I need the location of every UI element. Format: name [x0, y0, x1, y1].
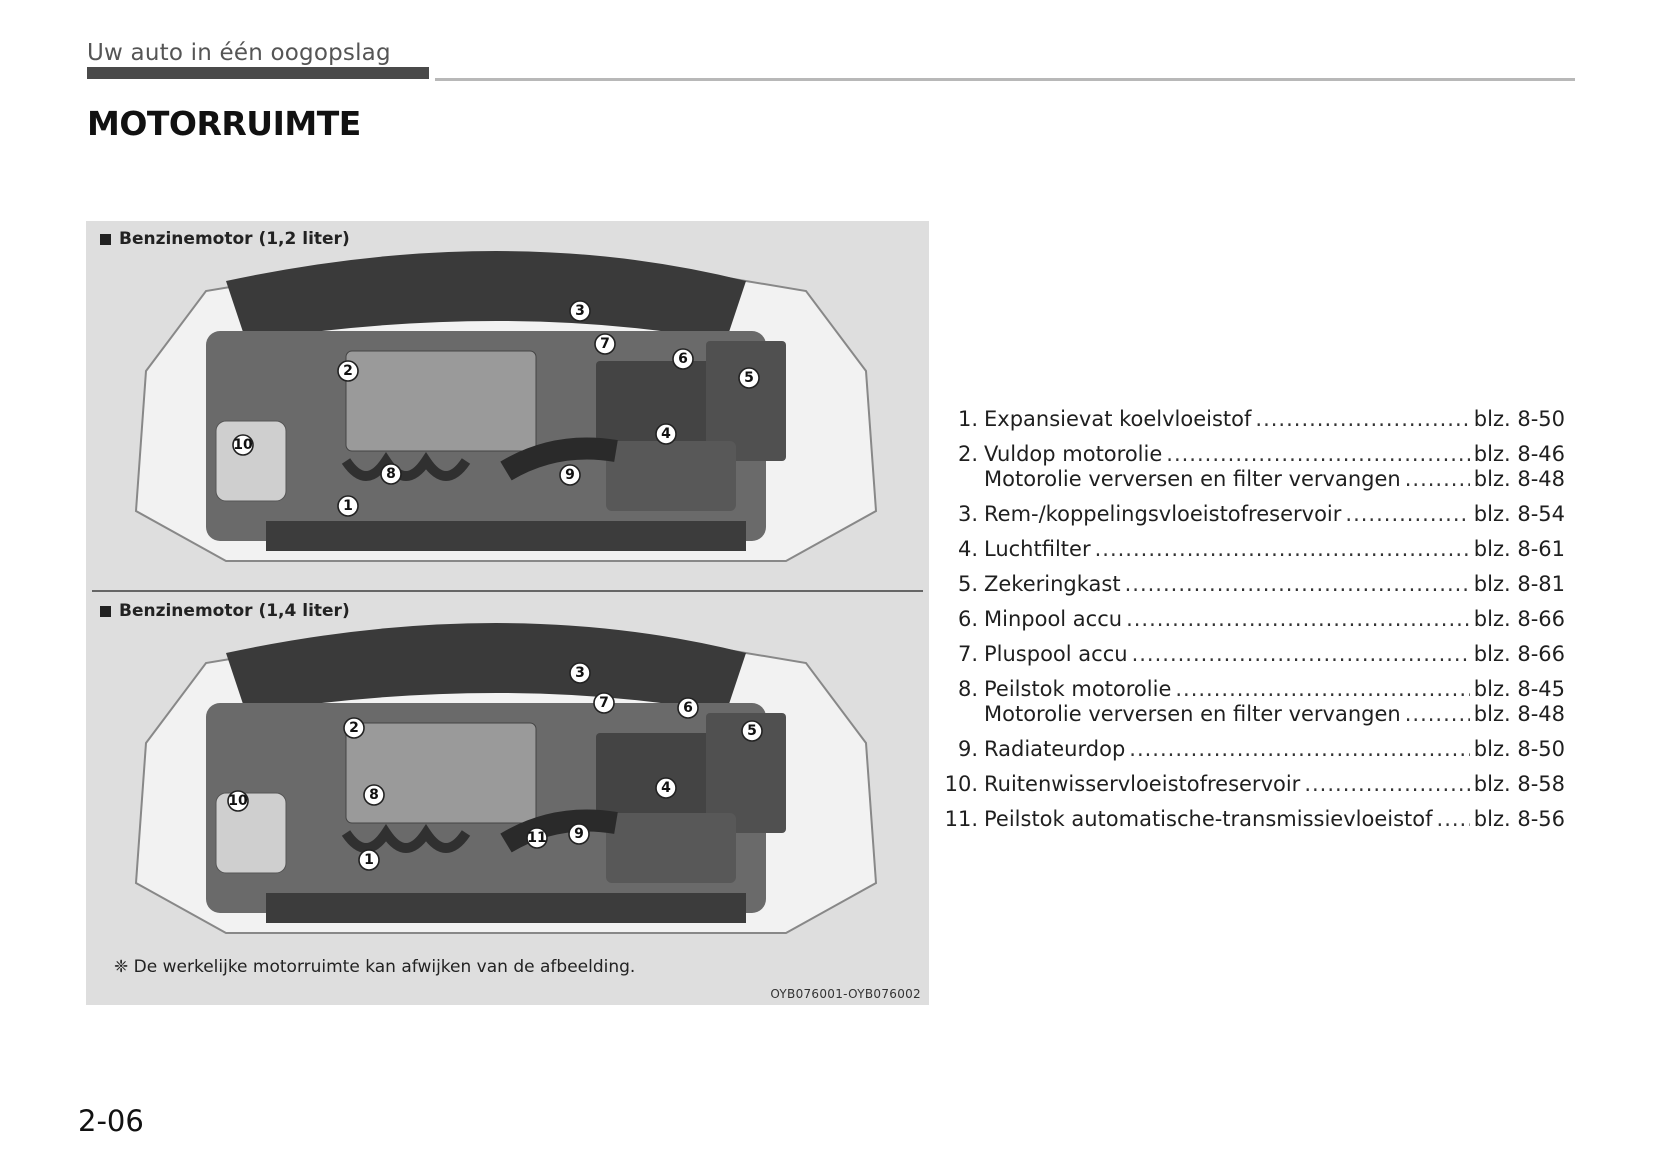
svg-text:5: 5: [744, 370, 754, 386]
item-label: Expansievat koelvloeistof: [984, 407, 1252, 431]
callout-marker: [656, 424, 676, 444]
callout-marker: [673, 349, 693, 369]
square-bullet-icon: [100, 606, 111, 617]
svg-text:1: 1: [343, 498, 353, 514]
leader-dots: [1125, 572, 1470, 596]
callout-marker: [364, 785, 384, 805]
callout-marker: [233, 435, 253, 455]
item-page: blz. 8-54: [1473, 502, 1565, 526]
item-label: Peilstok automatische-transmissievloeistof: [984, 807, 1433, 831]
panel-title-bottom: [100, 601, 350, 621]
callout-marker: [344, 718, 364, 738]
callout-marker: [656, 778, 676, 798]
item-number: 7.: [957, 642, 978, 666]
callout-marker: [560, 465, 580, 485]
list-item: [940, 677, 1565, 727]
callout-marker: [381, 464, 401, 484]
item-sublabel: Motorolie verversen en filter vervangen: [984, 467, 1401, 491]
leader-dots: [1437, 807, 1470, 831]
engine-bay-drawing: [136, 251, 876, 561]
item-page: blz. 8-50: [1473, 407, 1565, 431]
list-item: [940, 642, 1565, 667]
svg-text:8: 8: [369, 787, 379, 803]
item-page: blz. 8-66: [1473, 642, 1565, 666]
image-code: OYB076001-OYB076002: [770, 987, 921, 1001]
svg-text:11: 11: [527, 830, 547, 846]
header-rule-dark: [87, 67, 429, 79]
svg-text:6: 6: [678, 351, 688, 367]
item-page: blz. 8-46: [1473, 442, 1565, 466]
item-number: 10.: [944, 772, 978, 796]
list-item: [940, 737, 1565, 762]
item-label: Radiateurdop: [984, 737, 1126, 761]
list-item: [940, 537, 1565, 562]
svg-text:9: 9: [574, 826, 584, 842]
svg-text:4: 4: [661, 780, 671, 796]
callout-marker: [228, 791, 248, 811]
leader-dots: [1126, 607, 1470, 631]
svg-text:4: 4: [661, 426, 671, 442]
item-page: blz. 8-61: [1473, 537, 1565, 561]
leader-dots: [1166, 442, 1470, 466]
item-label: Ruitenwisservloeistofreservoir: [984, 772, 1301, 796]
list-item: [940, 407, 1565, 432]
callout-marker: [739, 368, 759, 388]
item-number: 6.: [957, 607, 978, 631]
item-label: Rem-/koppelingsvloeistofreservoir: [984, 502, 1342, 526]
svg-text:3: 3: [575, 665, 585, 681]
item-sublabel: Motorolie verversen en filter vervangen: [984, 702, 1401, 726]
item-number: 4.: [957, 537, 978, 561]
panel-title-top-text: Benzinemotor (1,2 liter): [119, 229, 350, 249]
header-rule-light: [435, 78, 1575, 81]
callout-marker: [359, 850, 379, 870]
item-label: Vuldop motorolie: [984, 442, 1163, 466]
item-page: blz. 8-50: [1473, 737, 1565, 761]
panel-title-top: [100, 229, 350, 249]
item-subpage: blz. 8-48: [1473, 702, 1565, 726]
callout-marker: [527, 828, 547, 848]
svg-text:2: 2: [349, 720, 359, 736]
item-label: Pluspool accu: [984, 642, 1128, 666]
item-label: Peilstok motorolie: [984, 677, 1172, 701]
panel-title-bottom-text: Benzinemotor (1,4 liter): [119, 601, 350, 621]
callout-marker: [570, 301, 590, 321]
list-item: [940, 572, 1565, 597]
item-page: blz. 8-66: [1473, 607, 1565, 631]
callout-marker: [594, 693, 614, 713]
leader-dots: [1175, 677, 1469, 701]
item-number: 8.: [957, 677, 978, 701]
item-page: blz. 8-45: [1473, 677, 1565, 701]
item-number: 3.: [957, 502, 978, 526]
square-bullet-icon: [100, 234, 111, 245]
list-item: [940, 502, 1565, 527]
item-label: Zekeringkast: [984, 572, 1121, 596]
svg-text:3: 3: [575, 303, 585, 319]
svg-text:9: 9: [565, 467, 575, 483]
leader-dots: [1405, 702, 1470, 726]
svg-text:7: 7: [599, 695, 609, 711]
engine-figure: [86, 221, 929, 1005]
item-page: blz. 8-56: [1473, 807, 1565, 831]
svg-text:2: 2: [343, 363, 353, 379]
item-number: 1.: [957, 407, 978, 431]
list-item: [940, 807, 1565, 832]
list-item: [940, 442, 1565, 492]
leader-dots: [1405, 467, 1470, 491]
item-number: 11.: [944, 807, 978, 831]
callout-marker: [570, 663, 590, 683]
section-label: Uw auto in één oogopslag: [87, 40, 391, 66]
panel-divider: [92, 590, 923, 592]
item-label: Minpool accu: [984, 607, 1123, 631]
callout-marker: [678, 698, 698, 718]
leader-dots: [1345, 502, 1469, 526]
leader-dots: [1095, 537, 1470, 561]
engine-bay-drawing: [136, 623, 876, 933]
figure-note: ❈ De werkelijke motorruimte kan afwijken van de afbeelding.: [114, 957, 636, 977]
callout-marker: [338, 361, 358, 381]
parts-list: [940, 407, 1565, 842]
svg-text:10: 10: [233, 437, 253, 453]
item-number: 9.: [957, 737, 978, 761]
item-subpage: blz. 8-48: [1473, 467, 1565, 491]
svg-text:10: 10: [228, 793, 248, 809]
item-number: 5.: [957, 572, 978, 596]
svg-text:5: 5: [747, 723, 757, 739]
leader-dots: [1255, 407, 1469, 431]
callout-marker: [595, 334, 615, 354]
callout-marker: [338, 496, 358, 516]
leader-dots: [1304, 772, 1469, 796]
engine-illustration-bottom: [86, 623, 929, 951]
list-item: [940, 772, 1565, 797]
leader-dots: [1132, 642, 1470, 666]
item-page: blz. 8-81: [1473, 572, 1565, 596]
svg-text:1: 1: [364, 852, 374, 868]
callout-marker: [569, 824, 589, 844]
page-number: 2-06: [78, 1104, 144, 1138]
page-title: MOTORRUIMTE: [87, 104, 361, 143]
item-number: 2.: [957, 442, 978, 466]
engine-illustration-top: [86, 251, 929, 591]
item-label: Luchtfilter: [984, 537, 1091, 561]
list-item: [940, 607, 1565, 632]
svg-text:7: 7: [600, 336, 610, 352]
item-page: blz. 8-58: [1473, 772, 1565, 796]
svg-text:8: 8: [386, 466, 396, 482]
callout-marker: [742, 721, 762, 741]
svg-text:6: 6: [683, 700, 693, 716]
leader-dots: [1129, 737, 1470, 761]
